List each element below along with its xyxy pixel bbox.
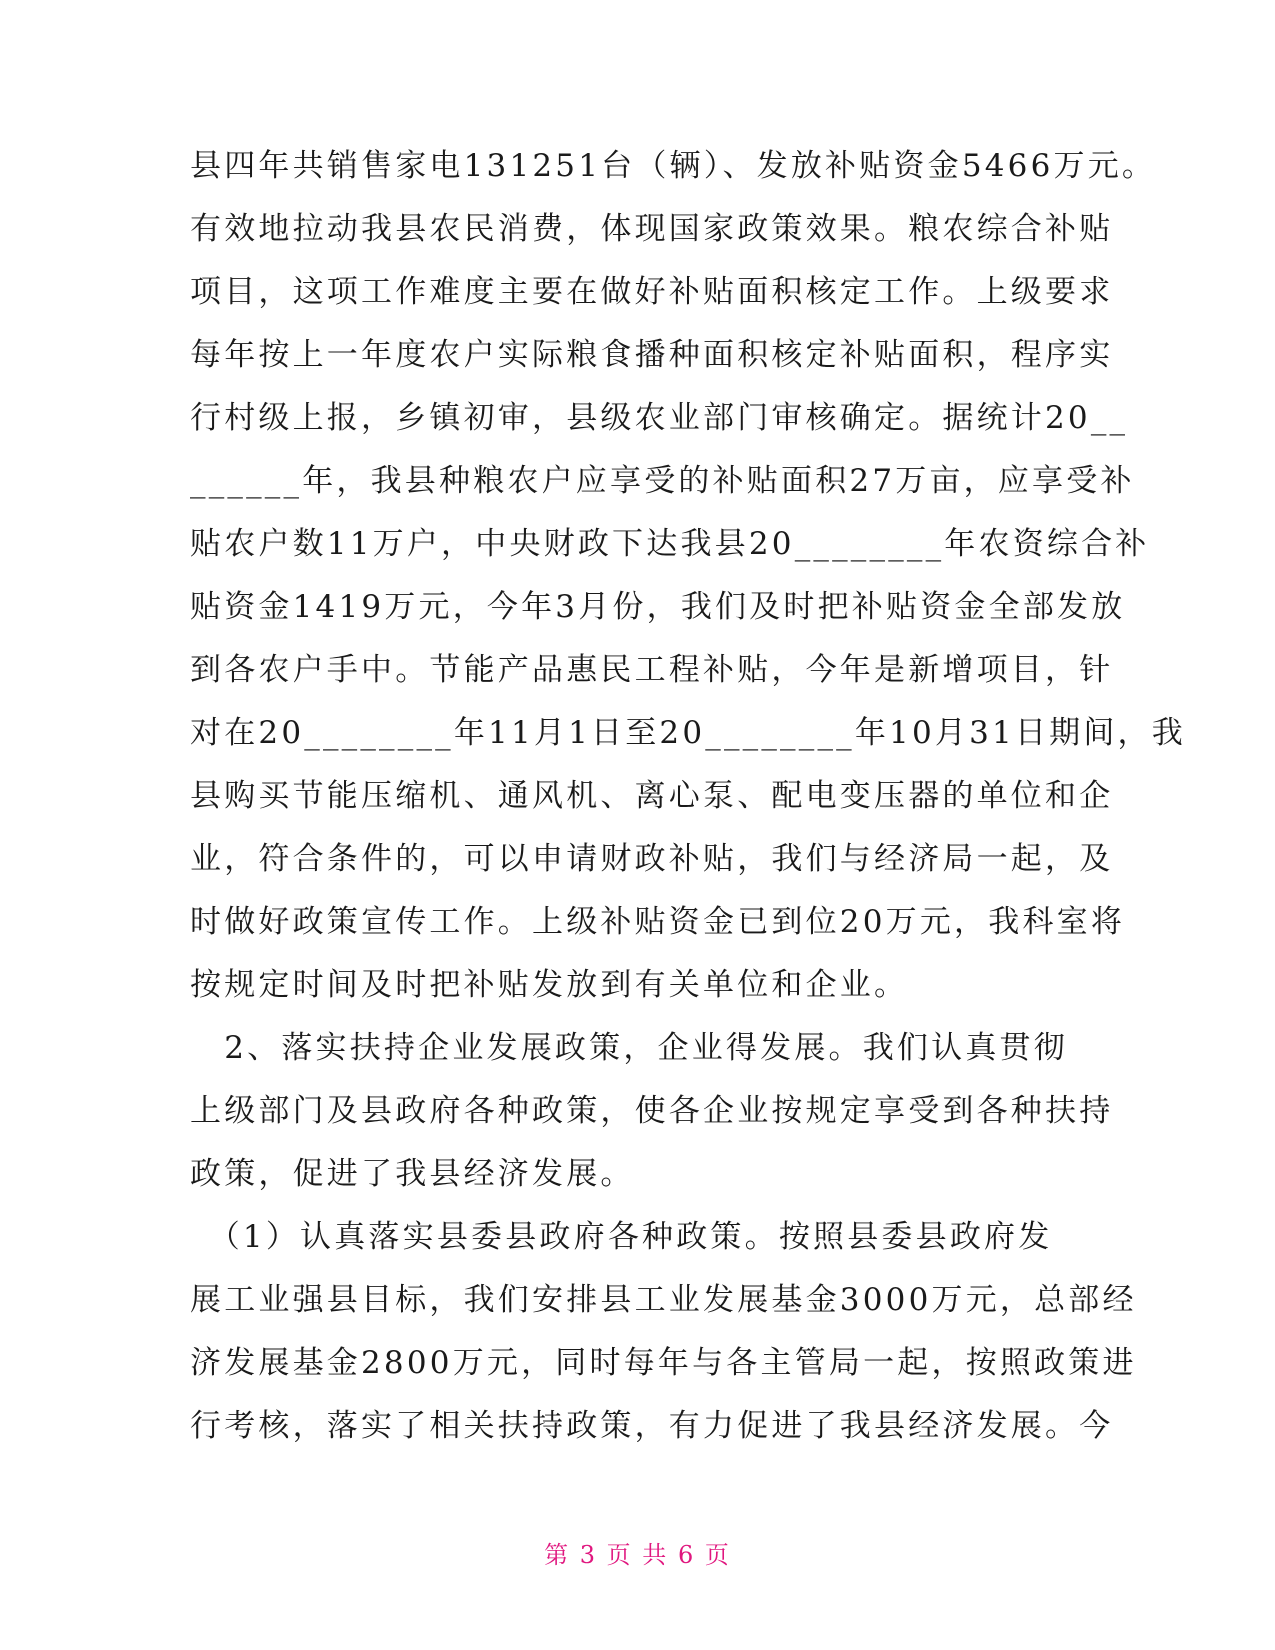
text-line: 县购买节能压缩机、通风机、离心泵、配电变压器的单位和企 xyxy=(190,778,1114,814)
text-line: 展工业强县目标，我们安排县工业发展基金3000万元，总部经 xyxy=(190,1282,1137,1318)
text-line: 时做好政策宣传工作。上级补贴资金已到位20万元，我科室将 xyxy=(190,904,1126,940)
text-line: 按规定时间及时把补贴发放到有关单位和企业。 xyxy=(190,967,909,1003)
text-line: 上级部门及县政府各种政策，使各企业按规定享受到各种扶持 xyxy=(190,1093,1114,1129)
text-line: 贴资金1419万元，今年3月份，我们及时把补贴资金全部发放 xyxy=(190,589,1126,625)
text-line: 政策，促进了我县经济发展。 xyxy=(190,1156,635,1192)
text-line: 对在20________年11月1日至20________年10月31日期间，我 xyxy=(190,715,1186,751)
text-line: 贴农户数11万户，中央财政下达我县20________年农资综合补 xyxy=(190,526,1150,562)
text-line: ______年，我县种粮农户应享受的补贴面积27万亩，应享受补 xyxy=(190,463,1135,499)
text-line: 每年按上一年度农户实际粮食播种面积核定补贴面积，程序实 xyxy=(190,337,1114,373)
text-line: 县四年共销售家电131251台（辆）、发放补贴资金5466万元。 xyxy=(190,148,1157,184)
text-line: 项目，这项工作难度主要在做好补贴面积核定工作。上级要求 xyxy=(190,274,1114,310)
text-line: 有效地拉动我县农民消费，体现国家政策效果。粮农综合补贴 xyxy=(190,211,1114,247)
text-line: 2、落实扶持企业发展政策，企业得发展。我们认真贯彻 xyxy=(190,1030,1068,1066)
text-line: 行村级上报，乡镇初审，县级农业部门审核确定。据统计20__ xyxy=(190,400,1129,436)
text-line: 业，符合条件的，可以申请财政补贴，我们与经济局一起，及 xyxy=(190,841,1114,877)
text-line: 济发展基金2800万元，同时每年与各主管局一起，按照政策进 xyxy=(190,1345,1137,1381)
text-line: 行考核，落实了相关扶持政策，有力促进了我县经济发展。今 xyxy=(190,1408,1114,1444)
text-line: 到各农户手中。节能产品惠民工程补贴，今年是新增项目，针 xyxy=(190,652,1114,688)
text-line: （1）认真落实县委县政府各种政策。按照县委县政府发 xyxy=(190,1219,1053,1255)
page-number-footer: 第 3 页 共 6 页 xyxy=(544,1541,731,1569)
